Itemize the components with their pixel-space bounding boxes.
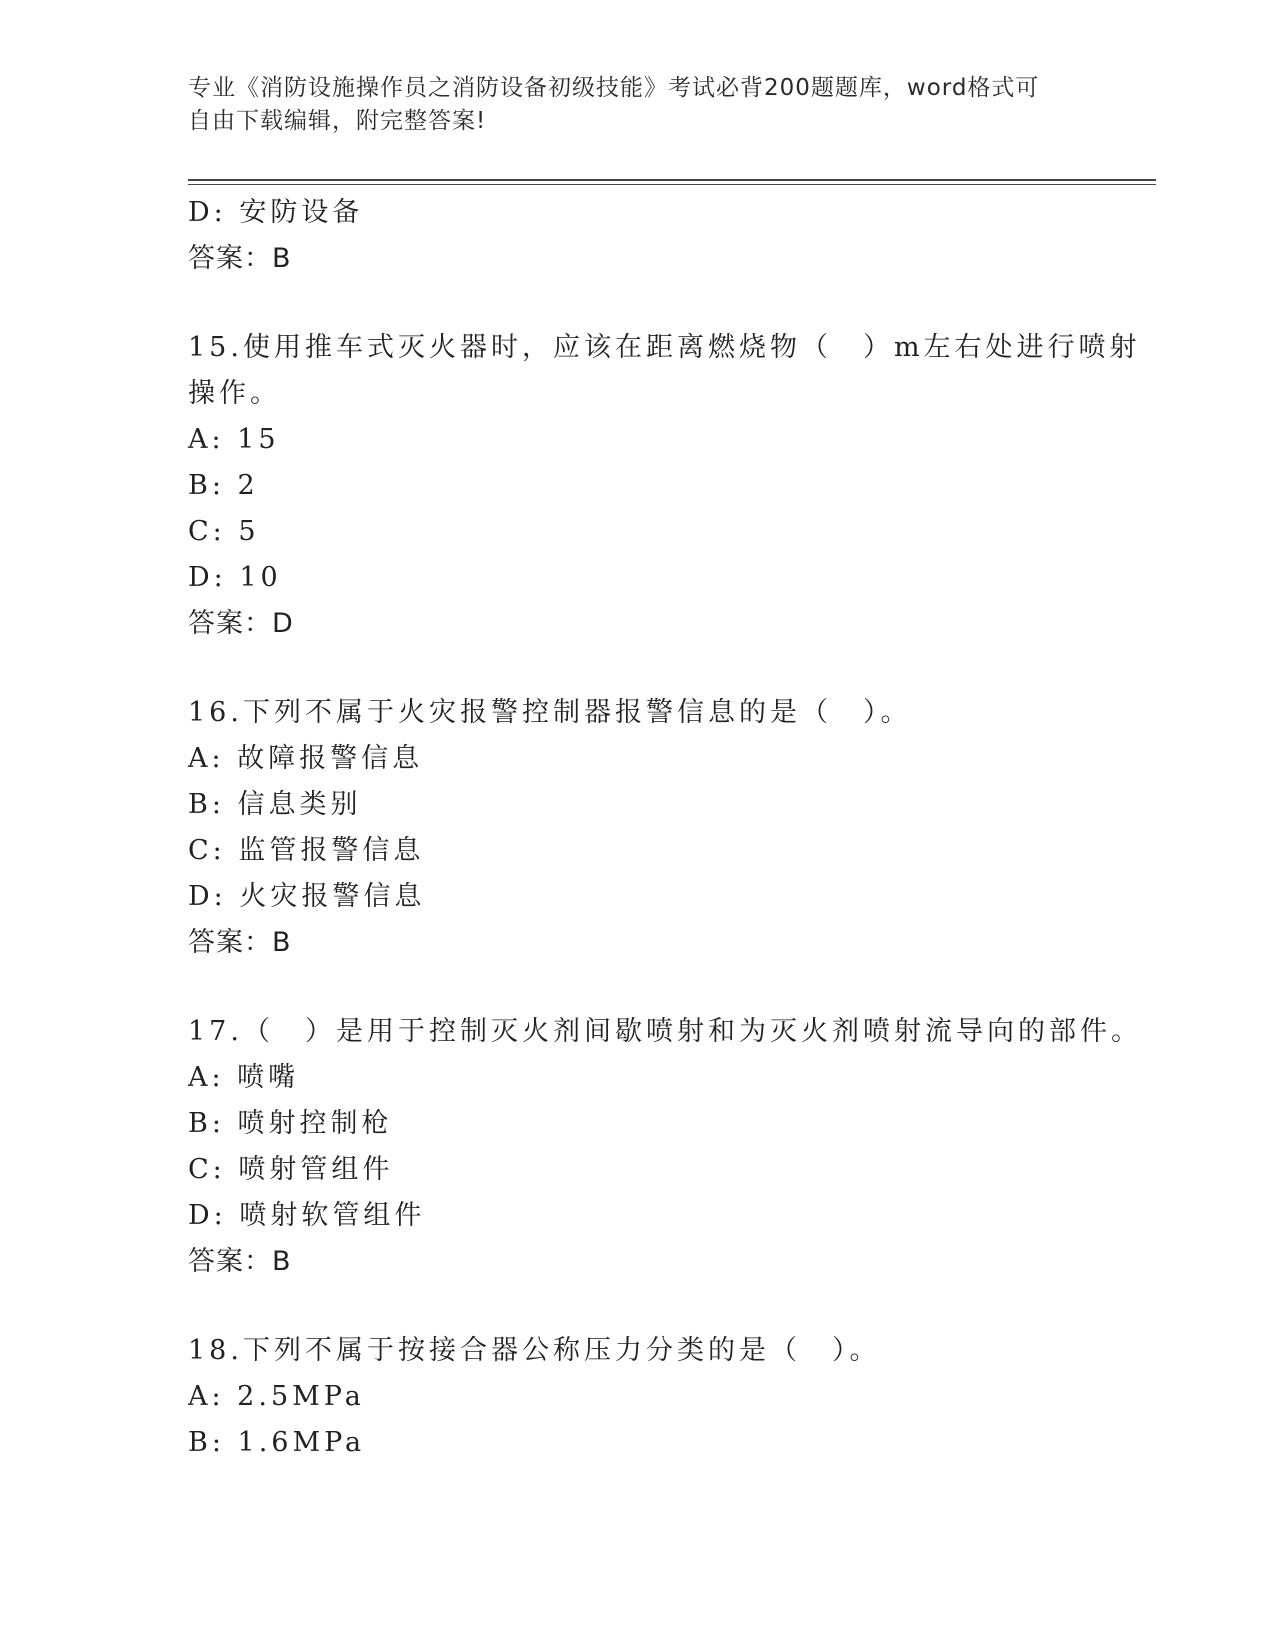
- question-18: [188, 1328, 1088, 1466]
- document-header: [188, 72, 1088, 138]
- question-17: [188, 1009, 1142, 1285]
- question-15: [188, 325, 1141, 647]
- answer-line: 答案：B: [188, 243, 292, 274]
- question-stem-line-2: 操作。: [188, 378, 281, 409]
- option-c: C: 监管报警信息: [188, 835, 425, 866]
- question-list: [188, 190, 1142, 1466]
- answer-line: 答案：B: [188, 1246, 292, 1277]
- question-stem: [188, 1328, 1088, 1374]
- option-a: A: 喷嘴: [188, 1062, 300, 1093]
- option-c: C: 5: [188, 516, 260, 547]
- question-stem-line-1: 17.（ ）是用于控制灭火剂间歇喷射和为灭火剂喷射流导向的部件。: [188, 1016, 1142, 1047]
- option-b: B: 2: [188, 470, 259, 501]
- option-d: D: 安防设备: [188, 197, 364, 228]
- option-a: A: 2.5MPa: [188, 1381, 365, 1412]
- option-b: B: 喷射控制枪: [188, 1108, 393, 1139]
- header-rule-thin: [188, 184, 1156, 185]
- option-d: D: 10: [188, 562, 282, 593]
- header-title-line-2: 自由下载编辑，附完整答案!: [188, 108, 487, 134]
- option-d: D: 火灾报警信息: [188, 881, 426, 912]
- question-stem-line-1: 16.下列不属于火灾报警控制器报警信息的是（ ）。: [188, 697, 912, 728]
- option-d: D: 喷射软管组件: [188, 1200, 426, 1231]
- header-rule-thick: [188, 179, 1156, 181]
- option-a: A: 15: [188, 424, 280, 455]
- question-stem: [188, 690, 1088, 736]
- option-b: B: 信息类别: [188, 789, 362, 820]
- question-stem: [188, 325, 1141, 417]
- option-b: B: 1.6MPa: [188, 1427, 366, 1458]
- question-stem-line-1: 15.使用推车式灭火器时，应该在距离燃烧物（ ）m左右处进行喷射: [188, 332, 1141, 363]
- option-a: A: 故障报警信息: [188, 743, 424, 774]
- answer-line: 答案：D: [188, 608, 294, 639]
- question-stem-line-1: 18.下列不属于按接合器公称压力分类的是（ ）。: [188, 1335, 881, 1366]
- option-c: C: 喷射管组件: [188, 1154, 394, 1185]
- header-title-line-1: 专业《消防设施操作员之消防设备初级技能》考试必背200题题库，word格式可: [188, 75, 1040, 101]
- question-16: [188, 690, 1088, 966]
- question-stem: [188, 1009, 1142, 1055]
- carryover-question: [188, 190, 1088, 282]
- answer-line: 答案：B: [188, 927, 292, 958]
